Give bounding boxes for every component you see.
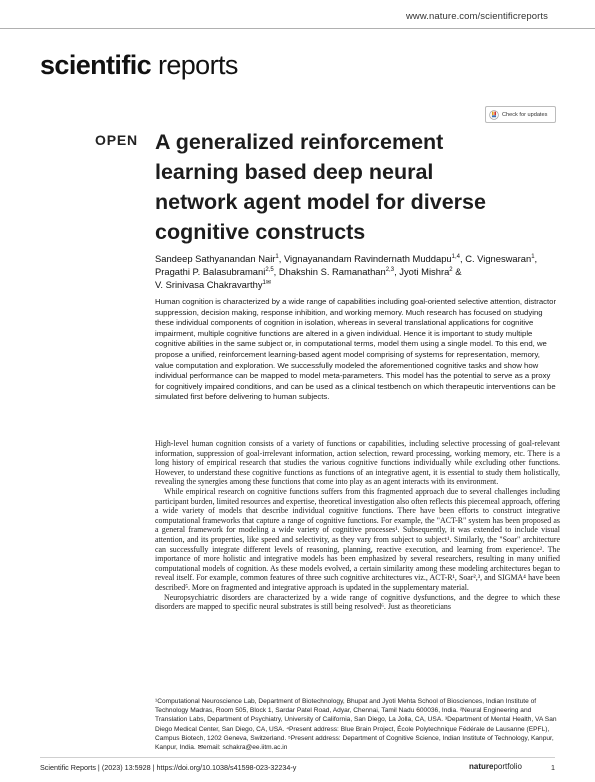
author-separator: , [534,253,538,264]
title-line: A generalized reinforcement [155,130,444,154]
body-text [155,439,560,612]
author-name: V. Srinivasa Chakravarthy [155,279,263,290]
publisher-bold: nature [469,762,494,771]
check-for-updates-button[interactable] [485,106,556,123]
author[interactable] [399,266,452,277]
author-affiliation-sup: 1✉ [262,279,271,286]
author-name: Sandeep Sathyanandan Nair [155,253,276,264]
author-separator: , [459,253,466,264]
body-paragraph: High-level human cognition consists of a variety of functions or capabilities, including selective processing of goal-relevant information, suppression of goal-irrelevant information, action selection, reward processing, working memory, etc. There is a long history of empirical research that studies the various cognitive functions individually while excluding other functions. However, to understand these cognitive functions as functions of an integrative agent, it is essential to study them holistically, revealing the synergies among these functions that come into play as an agent interacts with its environment. [155,439,560,487]
abstract: Human cognition is characterized by a wide range of capabilities including goal-oriented selective attention, distractor suppression, decision making, response inhibition, and working memory. Much research has focused on studying these individual components of cognition in isolation, whereas in several translational applications for cognitive impairment, multiple cognitive functions are altered in a given individual. Hence it is important to study multiple cognitive abilities in the same subject or, in computational terms, model them using a single model. To this end, we propose a unified, reinforcement learning-based agent model comprising of systems for representation, memory, value computation and exploration. We successfully modeled the aforementioned cognitive tasks and show how individual performance can be mapped to model meta-parameters. This model has the potential to serve as a proxy for cognitively impaired conditions, and can be used as a clinical testbench on which therapeutic interventions can be simulated first before delivering to human subjects. [155,297,557,402]
author-affiliation-sup: 1 [531,253,535,260]
author[interactable] [155,266,274,277]
author[interactable] [155,279,271,290]
author[interactable] [279,266,394,277]
author-affiliation-sup: 1 [275,253,279,260]
footer-citation: Scientific Reports | (2023) 13:5928 | https://doi.org/10.1038/s41598-023-32234-y [40,763,297,772]
footer-divider [40,757,555,758]
header-divider [0,28,595,29]
body-paragraph: Neuropsychiatric disorders are characterized by a wide range of cognitive dysfunctions, and the degree to which these disorders are mapped to specific neural substrates is still being resolved⁶. Just as theoreticians [155,592,560,612]
title-line: cognitive constructs [155,220,366,244]
check-for-updates-label: Check for updates [502,111,548,118]
journal-logo [40,50,238,81]
author-separator: & [452,266,462,277]
author-list [155,252,575,291]
open-access-label: OPEN [95,132,138,148]
author[interactable] [284,253,460,264]
author[interactable] [465,253,534,264]
author-separator: , [273,266,279,277]
footer-journal: Scientific Reports [40,763,96,772]
publisher-logo [469,762,522,771]
body-paragraph: While empirical research on cognitive functions suffers from this fragmented approach due to several challenges including participant burden, limited resources and expertise, theoretical investigation also often reflects this piecemeal approach, offering a wide variety of models that describe individual cognitive functions. There have been efforts to construct integrative computational frameworks that capture a range of cognitive functions. For example, the "ACT-R" system has been proposed as a general framework for modeling a wide variety of cognitive processes¹. Subsequently, it was extended to include visual attention, and its properties, like speed and selectivity, as they vary from subject to subject¹. Similarly, the "Soar" architecture can successfully integrate different levels of reasoning, planning, reactive execution, and learning from experience². The importance of more holistic and integrative models has been emphasized by several researchers, resulting in many unified computational models of cognition. As these models evolved, a certain similarity among these modeling architectures began to reveal itself. For example, common features of three such cognitive architectures viz., ACT-R¹, Soar²,³, and SIGMA⁴ have been described⁵. More on fragmented and integrative approach is updated in the supplementary material. [155,486,560,592]
affiliations-footnote: ¹Computational Neuroscience Lab, Department of Biotechnology, Bhupat and Jyoti Mehta School of Biosciences, Indian Institute of Technology Madras, Room 505, Block 1, Sardar Patel Road, Adyar, Chennai, Tamil Nadu 600036, India. ²Neural Engineering and Translation Labs, Department of Psychiatry, University of California, San Diego, La Jolla, CA, USA. ³Department of Mental Health, VA San Diego Medical Center, San Diego, CA, USA. ⁴Present address: Blue Brain Project, École Polytechnique Fédérale de Lausanne (EPFL), Campus Biotech, 1202 Geneva, Switzerland. ⁵Present address: Department of Cognitive Science, Indian Institute of Technology, Kanpur, Kanpur, India. ✉email: schakra@ee.iitm.ac.in [155,698,557,752]
title-line: learning based deep neural [155,160,434,184]
author-name: Jyoti Mishra [399,266,450,277]
crossmark-icon [489,110,499,120]
author-name: Vignayanandam Ravindernath Muddapu [283,253,452,264]
journal-url[interactable]: www.nature.com/scientificreports [405,11,548,22]
author-separator: , [278,253,284,264]
author-name: Dhakshin S. Ramanathan [278,266,386,277]
author-name: C. Vigneswaran [465,253,532,264]
author-affiliation-sup: 1,4 [451,253,460,260]
logo-bold-word: scientific [40,50,152,80]
footer-volume: (2023) 13:5928 [101,763,151,772]
author[interactable] [155,253,279,264]
author-affiliation-sup: 2,5 [265,266,274,273]
article-title [155,127,565,247]
logo-regular-word: reports [157,50,238,80]
title-line: network agent model for diverse [155,190,486,214]
author-affiliation-sup: 2,3 [385,266,395,273]
footer-doi-link[interactable]: https://doi.org/10.1038/s41598-023-32234-y [156,763,297,772]
author-affiliation-sup: 2 [449,266,453,273]
page-number: 1 [551,763,555,772]
author-name: Pragathi P. Balasubramani [155,266,266,277]
author-separator: , [394,266,400,277]
publisher-regular: portfolio [493,762,522,771]
